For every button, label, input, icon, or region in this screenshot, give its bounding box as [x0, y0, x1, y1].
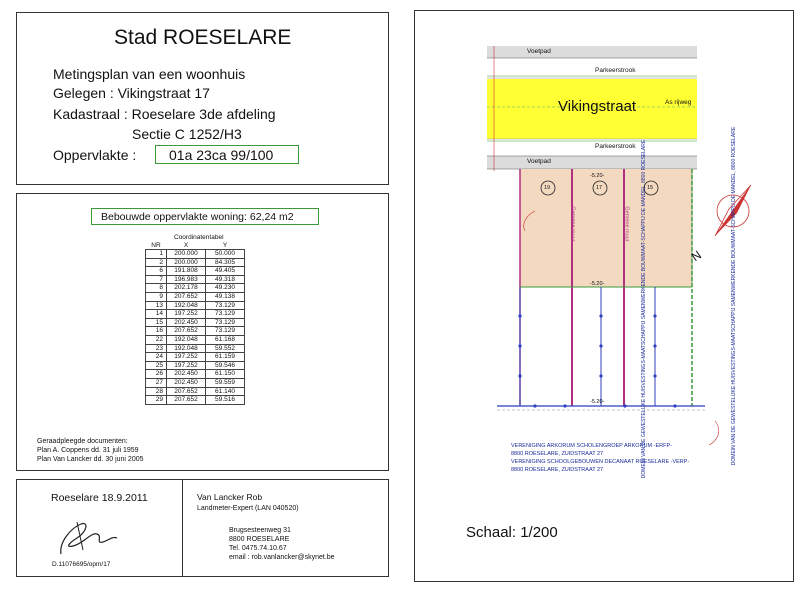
cell-nr: 8 [146, 284, 167, 293]
cell-y: 61.140 [206, 387, 245, 396]
cell-x: 197.252 [167, 310, 206, 319]
plan-frame [414, 10, 794, 582]
cell-nr: 2 [146, 258, 167, 267]
cell-y: 73.129 [206, 318, 245, 327]
cell-y: 84.305 [206, 258, 245, 267]
cell-x: 202.450 [167, 378, 206, 387]
signature-box [16, 479, 389, 577]
cell-nr: 13 [146, 301, 167, 310]
area-value: 01a 23ca 99/100 [169, 147, 274, 163]
table-row [146, 250, 245, 259]
cell-x: 207.652 [167, 292, 206, 301]
cell-nr: 28 [146, 387, 167, 396]
cell-y: 73.129 [206, 301, 245, 310]
top-parking-label: Parkeerstrook [595, 67, 636, 74]
cell-x: 192.048 [167, 344, 206, 353]
table-row [146, 344, 245, 353]
table-caption: Coordinatentabel [174, 234, 224, 241]
table-row [146, 361, 245, 370]
scale-label: Schaal: 1/200 [466, 524, 558, 541]
street-name: Vikingstraat [558, 98, 637, 115]
document-title: Stad ROESELARE [114, 26, 292, 49]
cell-x: 192.048 [167, 335, 206, 344]
owner-right-text: DOMEIN VAN DE GEWESTELIJKE HUISVESTINGS-MAATSCHAPPIJ SAMENWERKENDE BOUWMAAT-SCHAPPIJ DE MANDEL, 8800 ROESELARE [731, 126, 738, 466]
surveyor-name: Van Lancker Rob [197, 492, 263, 502]
cell-y: 59.516 [206, 396, 245, 405]
cell-nr: 9 [146, 292, 167, 301]
cell-y: 73.129 [206, 327, 245, 336]
table-row [146, 327, 245, 336]
cell-y: 61.168 [206, 335, 245, 344]
cell-x: 202.178 [167, 284, 206, 293]
surveyor-email: email : rob.vanlancker@skynet.be [229, 554, 335, 561]
cell-nr: 23 [146, 344, 167, 353]
cell-nr: 1 [146, 250, 167, 259]
col-header-nr: NR [151, 241, 161, 249]
table-row [146, 396, 245, 405]
cell-x: 197.252 [167, 361, 206, 370]
doc-cadastre: Kadastraal : Roeselare 3de afdeling [53, 106, 276, 122]
wall-label-left: Gemene muur [569, 206, 576, 242]
doc-address: Gelegen : Vikingstraat 17 [53, 85, 210, 101]
dimension-top: -5.20- [590, 173, 605, 179]
cell-nr: 15 [146, 318, 167, 327]
cell-y: 49.230 [206, 284, 245, 293]
consulted-doc-2: Plan Van Lancker dd. 30 juni 2005 [37, 456, 144, 463]
table-row [146, 353, 245, 362]
table-row [146, 275, 245, 284]
consulted-doc-1: Plan A. Coppens dd. 31 juli 1959 [37, 447, 139, 454]
cell-nr: 26 [146, 370, 167, 379]
reference-number: D.11076695/opm/17 [52, 561, 111, 568]
cell-nr: 22 [146, 335, 167, 344]
back-owner-2: VERENIGING SCHOOLGEBOUWEN DECANAAT ROESELARE -VERP- [511, 459, 690, 465]
area-label: Oppervlakte : [53, 147, 137, 163]
cell-nr: 27 [146, 378, 167, 387]
bottom-sidewalk [487, 156, 697, 169]
table-row [146, 370, 245, 379]
cell-x: 191.808 [167, 267, 206, 276]
signature-image [47, 502, 127, 562]
cell-y: 59.559 [206, 378, 245, 387]
house-number-15: 15 [647, 185, 654, 191]
north-label: N [688, 247, 704, 265]
table-row [146, 292, 245, 301]
surveyor-city: 8800 ROESELARE [229, 536, 290, 543]
table-row [146, 335, 245, 344]
table-row [146, 284, 245, 293]
cell-nr: 6 [146, 267, 167, 276]
cell-x: 207.652 [167, 396, 206, 405]
right-sheet [408, 0, 800, 591]
cell-y: 50.000 [206, 250, 245, 259]
house-number-17: 17 [596, 185, 603, 191]
cell-nr: 7 [146, 275, 167, 284]
cell-nr: 25 [146, 361, 167, 370]
cell-nr: 16 [146, 327, 167, 336]
owner-left-text: DOMEIN VAN DE GEWESTELIJKE HUISVESTINGS-MAATSCHAPPIJ SAMENWERKENDE BOUWMAAT-SCHAPPIJ DE MANDEL, 8800 ROESELARE [641, 139, 648, 479]
cell-y: 49.138 [206, 292, 245, 301]
place-date: Roeselare 18.9.2011 [51, 492, 148, 504]
cell-y: 49.318 [206, 275, 245, 284]
cell-x: 197.252 [167, 353, 206, 362]
table-header-row [146, 241, 245, 250]
table-row [146, 378, 245, 387]
cell-x: 200.000 [167, 250, 206, 259]
table-row [146, 310, 245, 319]
cell-x: 196.983 [167, 275, 206, 284]
doc-description: Metingsplan van een woonhuis [53, 66, 246, 82]
col-header-y: Y [222, 241, 228, 249]
table-row [146, 267, 245, 276]
cell-y: 59.546 [206, 361, 245, 370]
doc-section: Sectie C 1252/H3 [132, 126, 242, 142]
cell-x: 207.652 [167, 327, 206, 336]
cell-y: 73.129 [206, 310, 245, 319]
header-box [16, 12, 389, 185]
back-owner-1: VERENIGING ARKORUM SCHOLENGROEP ARKORUM -ERFP- [511, 443, 672, 449]
cell-x: 202.450 [167, 370, 206, 379]
consulted-docs-title: Geraadpleegde documenten: [37, 438, 128, 445]
cell-x: 192.048 [167, 301, 206, 310]
col-header-x: X [183, 241, 189, 249]
table-row [146, 387, 245, 396]
signature-divider [182, 480, 183, 576]
surveyor-tel: Tel. 0475.74.10.67 [229, 545, 287, 552]
cell-x: 202.450 [167, 318, 206, 327]
cell-y: 49.405 [206, 267, 245, 276]
table-row [146, 258, 245, 267]
dimension-middle: -5.20- [590, 281, 605, 287]
wall-label-right: Gemene muur [623, 206, 630, 242]
cell-nr: 14 [146, 310, 167, 319]
dimension-bottom: -5.20- [590, 399, 605, 405]
cell-y: 59.552 [206, 344, 245, 353]
back-owner-1-address: 8800 ROESELARE, ZUIDSTRAAT 27 [511, 451, 604, 457]
house-number-19: 19 [544, 185, 551, 191]
built-area-box [91, 208, 319, 225]
cell-y: 61.150 [206, 370, 245, 379]
bottom-sidewalk-label: Voetpad [527, 158, 551, 165]
cell-x: 207.652 [167, 387, 206, 396]
top-sidewalk-label: Voetpad [527, 48, 551, 55]
road-axis-label: As rijweg [665, 99, 692, 106]
area-value-box [155, 145, 299, 164]
cell-nr: 29 [146, 396, 167, 405]
back-owner-2-address: 8800 ROESELARE, ZUIDSTRAAT 27 [511, 467, 604, 473]
cell-y: 61.159 [206, 353, 245, 362]
table-row [146, 301, 245, 310]
table-row [146, 318, 245, 327]
top-sidewalk [487, 46, 697, 58]
surveyor-street: Brugsesteenweg 31 [229, 527, 291, 534]
surveyor-title: Landmeter-Expert (LAN 040520) [197, 505, 299, 512]
coordinates-table [145, 241, 245, 405]
cell-nr: 24 [146, 353, 167, 362]
table-box [16, 193, 389, 471]
built-area-text: Bebouwde oppervlakte woning: 62,24 m2 [101, 211, 294, 223]
bottom-parking-label: Parkeerstrook [595, 143, 636, 150]
cell-x: 200.000 [167, 258, 206, 267]
